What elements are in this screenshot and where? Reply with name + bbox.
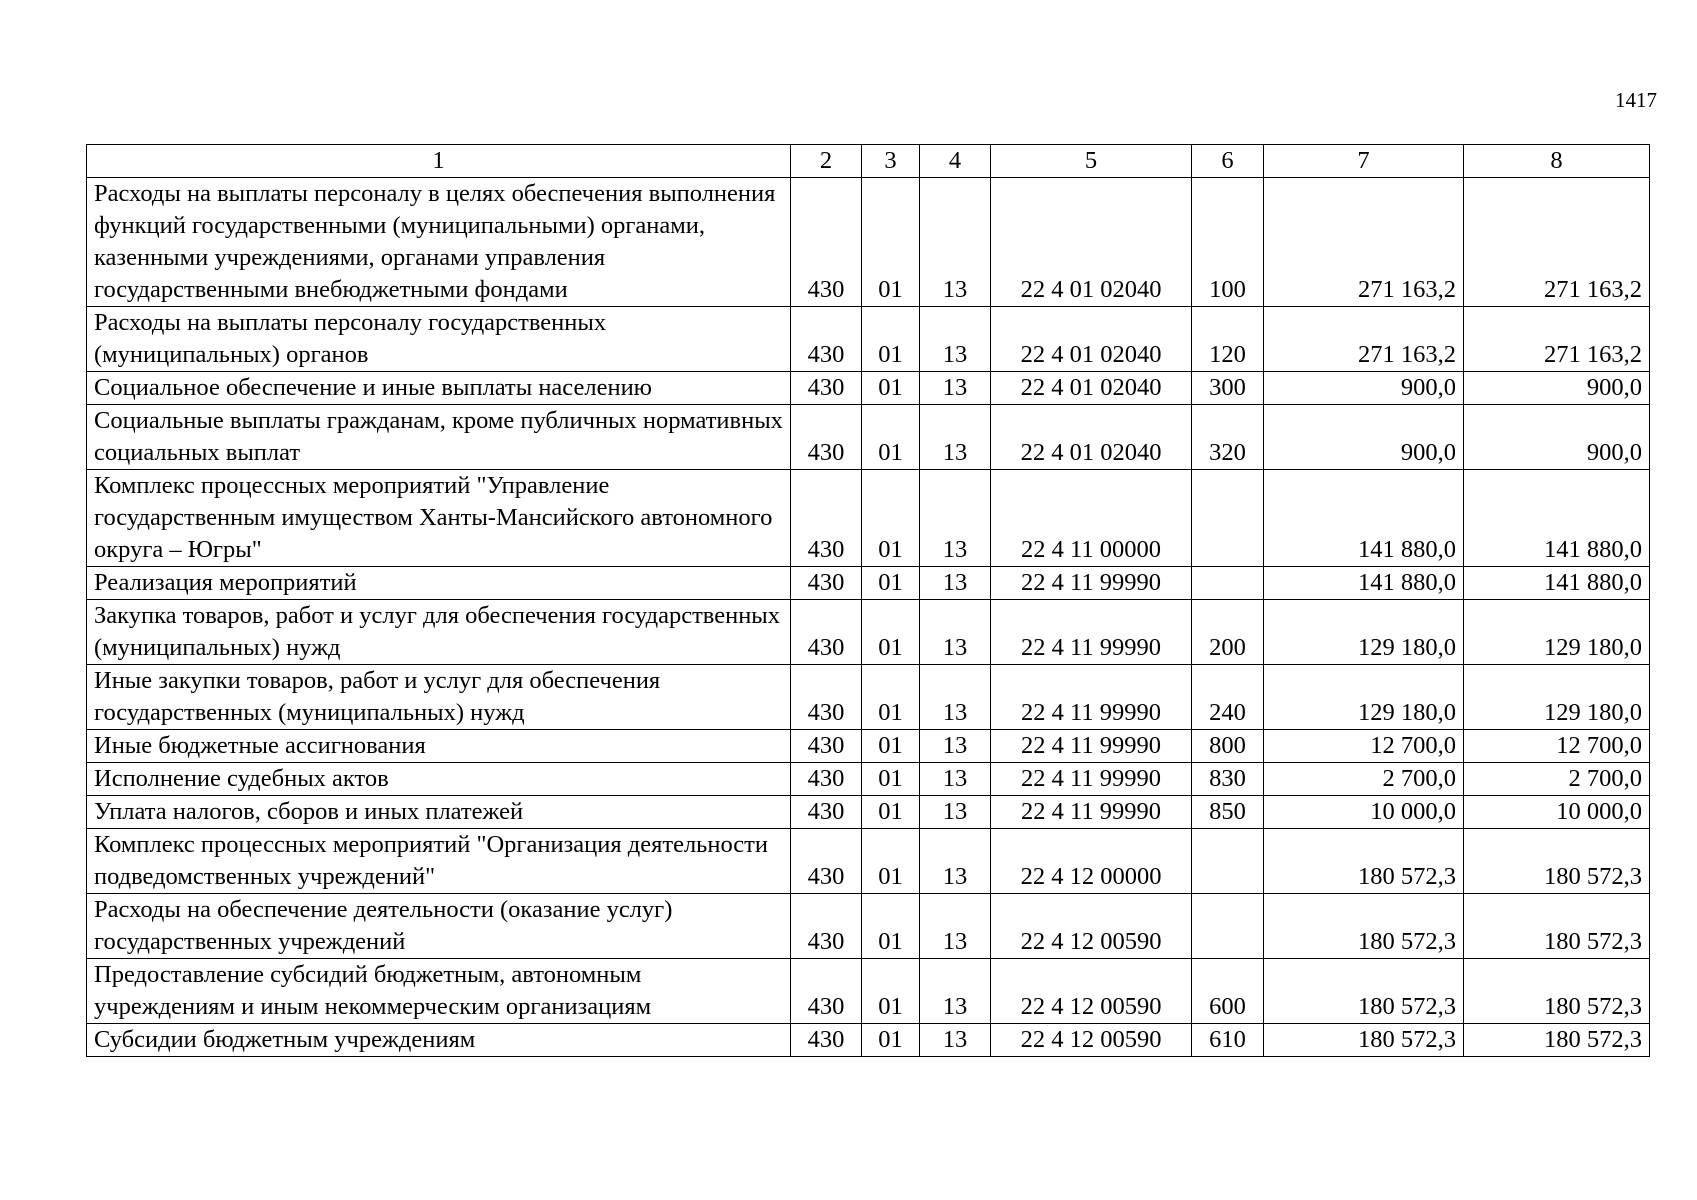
table-row [87, 763, 1650, 796]
subsection-code-cell: 13 [920, 307, 991, 372]
ministry-code-cell: 430 [791, 178, 862, 307]
target-article-cell: 22 4 01 02040 [991, 307, 1192, 372]
amount-cell: 900,0 [1264, 372, 1464, 405]
amount-cell: 180 572,3 [1264, 894, 1464, 959]
amount-cell: 180 572,3 [1464, 1024, 1650, 1057]
amount-cell: 129 180,0 [1464, 600, 1650, 665]
section-code-cell: 01 [862, 730, 920, 763]
amount-cell: 900,0 [1464, 372, 1650, 405]
target-article-cell: 22 4 12 00590 [991, 959, 1192, 1024]
target-article-cell: 22 4 11 00000 [991, 470, 1192, 567]
expense-type-cell: 830 [1192, 763, 1264, 796]
section-code-cell: 01 [862, 307, 920, 372]
ministry-code-cell: 430 [791, 829, 862, 894]
table-row [87, 730, 1650, 763]
section-code-cell: 01 [862, 470, 920, 567]
section-code-cell: 01 [862, 372, 920, 405]
expense-type-cell: 600 [1192, 959, 1264, 1024]
subsection-code-cell: 13 [920, 894, 991, 959]
amount-cell: 10 000,0 [1264, 796, 1464, 829]
target-article-cell: 22 4 12 00000 [991, 829, 1192, 894]
expense-type-cell [1192, 567, 1264, 600]
table-row [87, 307, 1650, 372]
amount-cell: 129 180,0 [1264, 600, 1464, 665]
amount-cell: 900,0 [1264, 405, 1464, 470]
expense-name-cell: Комплекс процессных мероприятий "Управление государственным имуществом Ханты-Мансийского автономного округа – Югры" [87, 470, 791, 567]
amount-cell: 180 572,3 [1264, 829, 1464, 894]
column-header: 3 [862, 145, 920, 178]
subsection-code-cell: 13 [920, 829, 991, 894]
section-code-cell: 01 [862, 763, 920, 796]
expense-name-cell: Иные бюджетные ассигнования [87, 730, 791, 763]
target-article-cell: 22 4 01 02040 [991, 405, 1192, 470]
subsection-code-cell: 13 [920, 178, 991, 307]
amount-cell: 180 572,3 [1264, 1024, 1464, 1057]
amount-cell: 180 572,3 [1464, 959, 1650, 1024]
expense-type-cell: 120 [1192, 307, 1264, 372]
subsection-code-cell: 13 [920, 567, 991, 600]
ministry-code-cell: 430 [791, 796, 862, 829]
expense-type-cell: 300 [1192, 372, 1264, 405]
expense-name-cell: Иные закупки товаров, работ и услуг для обеспечения государственных (муниципальных) нужд [87, 665, 791, 730]
expense-name-cell: Расходы на выплаты персоналу государственных (муниципальных) органов [87, 307, 791, 372]
amount-cell: 129 180,0 [1464, 665, 1650, 730]
column-header: 8 [1464, 145, 1650, 178]
subsection-code-cell: 13 [920, 959, 991, 1024]
target-article-cell: 22 4 11 99990 [991, 567, 1192, 600]
amount-cell: 2 700,0 [1264, 763, 1464, 796]
table-row [87, 470, 1650, 567]
target-article-cell: 22 4 01 02040 [991, 372, 1192, 405]
expense-type-cell: 850 [1192, 796, 1264, 829]
page-number: 1417 [1615, 88, 1657, 112]
amount-cell: 271 163,2 [1464, 178, 1650, 307]
expense-name-cell: Закупка товаров, работ и услуг для обеспечения государственных (муниципальных) нужд [87, 600, 791, 665]
section-code-cell: 01 [862, 178, 920, 307]
ministry-code-cell: 430 [791, 600, 862, 665]
ministry-code-cell: 430 [791, 470, 862, 567]
amount-cell: 129 180,0 [1264, 665, 1464, 730]
expense-type-cell [1192, 829, 1264, 894]
subsection-code-cell: 13 [920, 665, 991, 730]
column-header: 6 [1192, 145, 1264, 178]
subsection-code-cell: 13 [920, 763, 991, 796]
amount-cell: 141 880,0 [1464, 567, 1650, 600]
target-article-cell: 22 4 11 99990 [991, 600, 1192, 665]
section-code-cell: 01 [862, 665, 920, 730]
section-code-cell: 01 [862, 405, 920, 470]
amount-cell: 180 572,3 [1264, 959, 1464, 1024]
ministry-code-cell: 430 [791, 959, 862, 1024]
subsection-code-cell: 13 [920, 600, 991, 665]
amount-cell: 271 163,2 [1464, 307, 1650, 372]
amount-cell: 900,0 [1464, 405, 1650, 470]
section-code-cell: 01 [862, 894, 920, 959]
subsection-code-cell: 13 [920, 796, 991, 829]
ministry-code-cell: 430 [791, 763, 862, 796]
table-row [87, 178, 1650, 307]
section-code-cell: 01 [862, 567, 920, 600]
table-row [87, 567, 1650, 600]
column-header: 5 [991, 145, 1192, 178]
expense-type-cell: 100 [1192, 178, 1264, 307]
amount-cell: 141 880,0 [1264, 567, 1464, 600]
expense-name-cell: Предоставление субсидий бюджетным, автономным учреждениям и иным некоммерческим организациям [87, 959, 791, 1024]
expense-type-cell: 320 [1192, 405, 1264, 470]
section-code-cell: 01 [862, 796, 920, 829]
target-article-cell: 22 4 11 99990 [991, 796, 1192, 829]
table-row [87, 796, 1650, 829]
table-row [87, 829, 1650, 894]
amount-cell: 180 572,3 [1464, 829, 1650, 894]
expense-name-cell: Субсидии бюджетным учреждениям [87, 1024, 791, 1057]
expense-type-cell: 610 [1192, 1024, 1264, 1057]
table-row [87, 600, 1650, 665]
expense-type-cell: 200 [1192, 600, 1264, 665]
section-code-cell: 01 [862, 600, 920, 665]
subsection-code-cell: 13 [920, 730, 991, 763]
amount-cell: 10 000,0 [1464, 796, 1650, 829]
amount-cell: 271 163,2 [1264, 178, 1464, 307]
column-header: 1 [87, 145, 791, 178]
expense-name-cell: Социальные выплаты гражданам, кроме публичных нормативных социальных выплат [87, 405, 791, 470]
target-article-cell: 22 4 01 02040 [991, 178, 1192, 307]
budget-table [86, 144, 1650, 1057]
subsection-code-cell: 13 [920, 1024, 991, 1057]
amount-cell: 180 572,3 [1464, 894, 1650, 959]
expense-type-cell [1192, 470, 1264, 567]
table-header-row [87, 145, 1650, 178]
column-header: 4 [920, 145, 991, 178]
ministry-code-cell: 430 [791, 1024, 862, 1057]
expense-name-cell: Комплекс процессных мероприятий "Организация деятельности подведомственных учреждений" [87, 829, 791, 894]
section-code-cell: 01 [862, 959, 920, 1024]
column-header: 2 [791, 145, 862, 178]
subsection-code-cell: 13 [920, 470, 991, 567]
target-article-cell: 22 4 12 00590 [991, 894, 1192, 959]
target-article-cell: 22 4 11 99990 [991, 730, 1192, 763]
target-article-cell: 22 4 11 99990 [991, 763, 1192, 796]
expense-name-cell: Исполнение судебных актов [87, 763, 791, 796]
table-row [87, 959, 1650, 1024]
expense-type-cell: 800 [1192, 730, 1264, 763]
table-body [87, 178, 1650, 1057]
ministry-code-cell: 430 [791, 730, 862, 763]
amount-cell: 271 163,2 [1264, 307, 1464, 372]
table-row [87, 1024, 1650, 1057]
expense-name-cell: Реализация мероприятий [87, 567, 791, 600]
amount-cell: 141 880,0 [1464, 470, 1650, 567]
subsection-code-cell: 13 [920, 405, 991, 470]
amount-cell: 141 880,0 [1264, 470, 1464, 567]
ministry-code-cell: 430 [791, 567, 862, 600]
target-article-cell: 22 4 12 00590 [991, 1024, 1192, 1057]
target-article-cell: 22 4 11 99990 [991, 665, 1192, 730]
expense-type-cell: 240 [1192, 665, 1264, 730]
amount-cell: 12 700,0 [1464, 730, 1650, 763]
ministry-code-cell: 430 [791, 405, 862, 470]
table-row [87, 372, 1650, 405]
column-header: 7 [1264, 145, 1464, 178]
ministry-code-cell: 430 [791, 307, 862, 372]
section-code-cell: 01 [862, 829, 920, 894]
section-code-cell: 01 [862, 1024, 920, 1057]
table-row [87, 894, 1650, 959]
subsection-code-cell: 13 [920, 372, 991, 405]
expense-type-cell [1192, 894, 1264, 959]
expense-name-cell: Расходы на выплаты персоналу в целях обеспечения выполнения функций государственными (муниципальными) органами, казенными учреждениями, органами управления государственными внебюджетными фондами [87, 178, 791, 307]
table-row [87, 665, 1650, 730]
expense-name-cell: Расходы на обеспечение деятельности (оказание услуг) государственных учреждений [87, 894, 791, 959]
expense-name-cell: Социальное обеспечение и иные выплаты населению [87, 372, 791, 405]
table-row [87, 405, 1650, 470]
ministry-code-cell: 430 [791, 372, 862, 405]
expense-name-cell: Уплата налогов, сборов и иных платежей [87, 796, 791, 829]
ministry-code-cell: 430 [791, 665, 862, 730]
amount-cell: 2 700,0 [1464, 763, 1650, 796]
ministry-code-cell: 430 [791, 894, 862, 959]
amount-cell: 12 700,0 [1264, 730, 1464, 763]
